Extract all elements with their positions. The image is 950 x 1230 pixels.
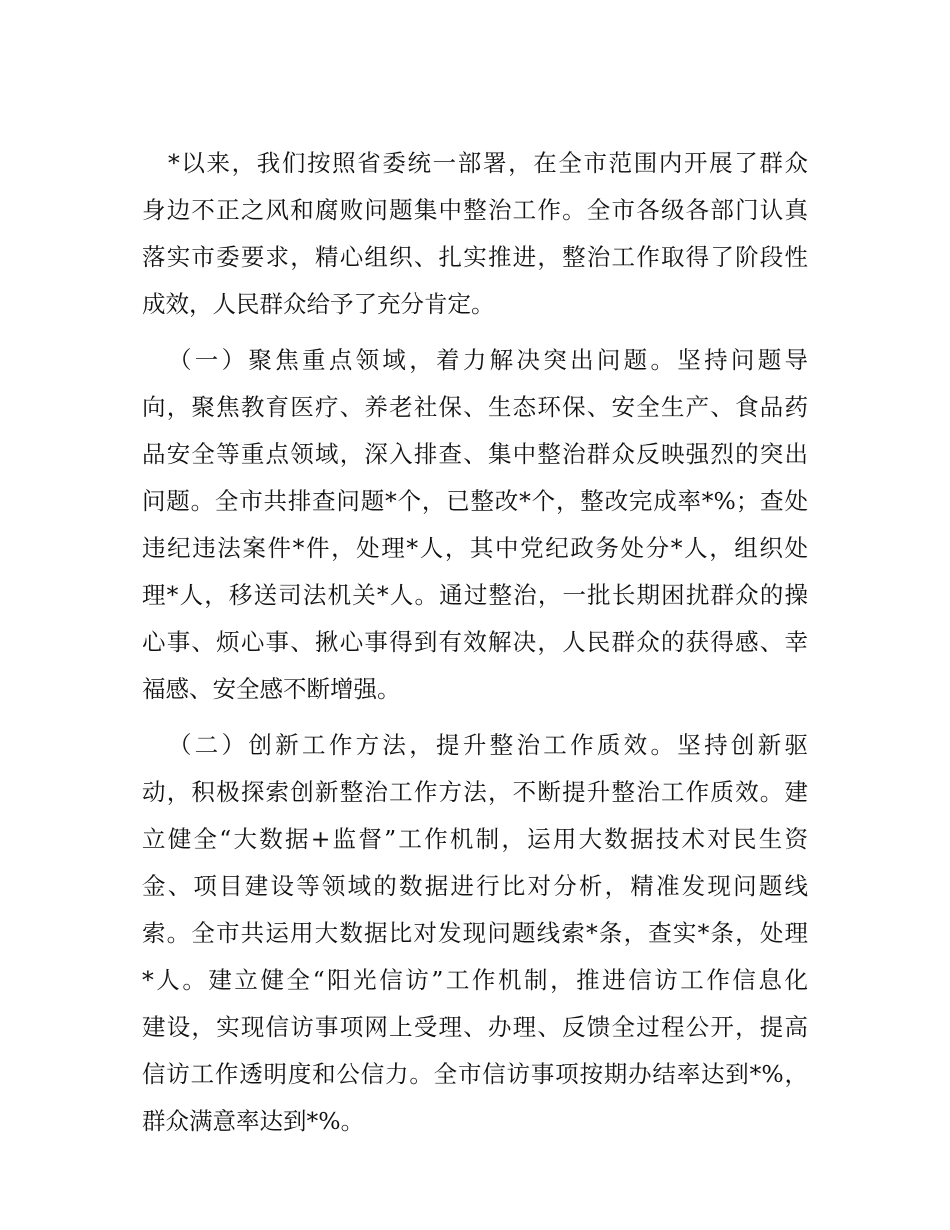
document-page: [142, 140, 808, 1154]
paragraph-line: 立健全“大数据+监督”工作机制，运用大数据技术对民生资: [142, 825, 808, 853]
paragraph-line: 身边不正之风和腐败问题集中整治工作。全市各级各部门认真: [142, 196, 808, 224]
paragraph-line: 群众满意率达到*%。: [142, 1107, 365, 1135]
paragraph-line: 问题。全市共排查问题*个，已整改*个，整改完成率*%；查处: [142, 487, 808, 515]
paragraph-line: 索。全市共运用大数据比对发现问题线索*条，查实*条，处理: [142, 919, 808, 947]
paragraph-line: 理*人，移送司法机关*人。通过整治，一批长期困扰群众的操: [142, 581, 808, 609]
paragraph-line: （一）聚焦重点领域，着力解决突出问题。坚持问题导: [168, 346, 808, 374]
paragraph-line: 品安全等重点领域，深入排查、集中整治群众反映强烈的突出: [142, 440, 808, 468]
paragraph-line: 落实市委要求，精心组织、扎实推进，整治工作取得了阶段性: [142, 243, 808, 271]
paragraph-line: 金、项目建设等领域的数据进行比对分析，精准发现问题线: [142, 872, 808, 900]
paragraph-line: 信访工作透明度和公信力。全市信访事项按期办结率达到*%，: [142, 1060, 808, 1088]
paragraph: [142, 337, 808, 713]
paragraph-line: 福感、安全感不断增强。: [142, 675, 401, 703]
paragraph-line: 违纪违法案件*件，处理*人，其中党纪政务处分*人，组织处: [142, 534, 808, 562]
paragraph-line: 建设，实现信访事项网上受理、办理、反馈全过程公开，提高: [142, 1013, 808, 1041]
paragraph: [142, 722, 808, 1145]
paragraph-line: （二）创新工作方法，提升整治工作质效。坚持创新驱: [168, 731, 808, 759]
paragraph-line: 心事、烦心事、揪心事得到有效解决，人民群众的获得感、幸: [142, 628, 808, 656]
paragraph-line: 向，聚焦教育医疗、养老社保、生态环保、安全生产、食品药: [142, 393, 808, 421]
paragraph: [142, 140, 808, 328]
paragraph-line: 动，积极探索创新整治工作方法，不断提升整治工作质效。建: [142, 778, 808, 806]
paragraph-line: 成效，人民群众给予了充分肯定。: [142, 290, 495, 318]
paragraph-line: *以来，我们按照省委统一部署，在全市范围内开展了群众: [168, 149, 808, 177]
paragraph-line: *人。建立健全“阳光信访”工作机制，推进信访工作信息化: [142, 966, 808, 994]
